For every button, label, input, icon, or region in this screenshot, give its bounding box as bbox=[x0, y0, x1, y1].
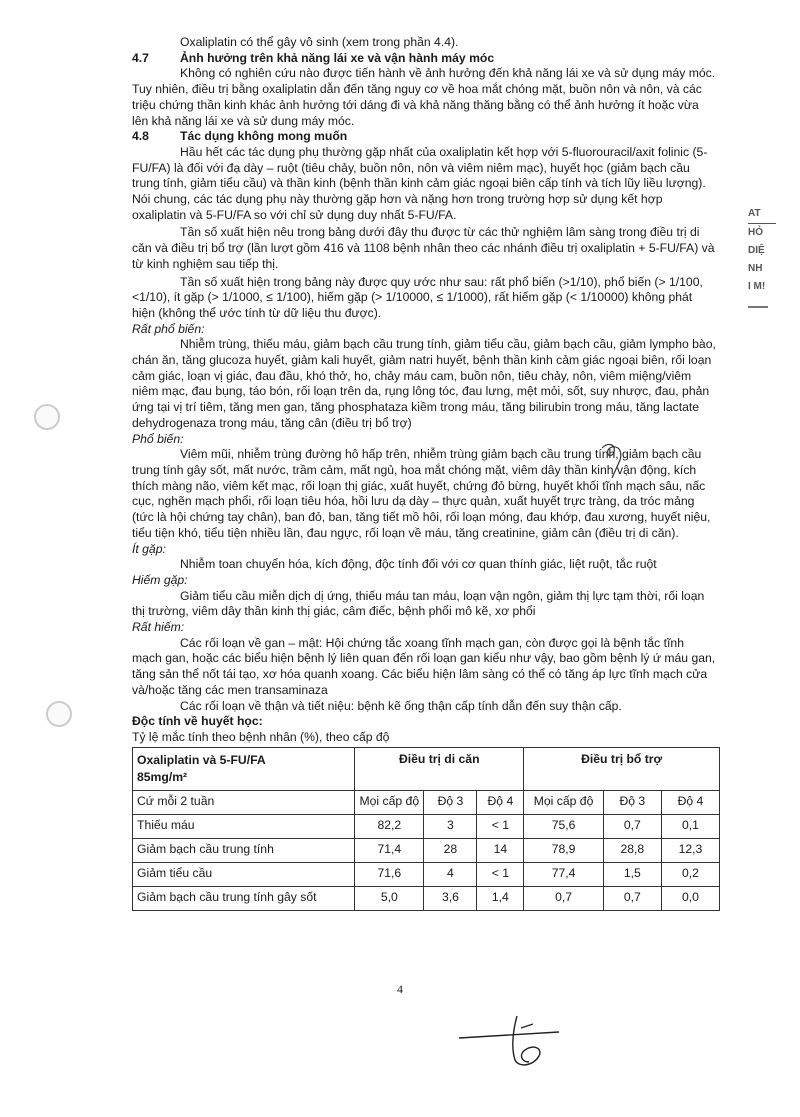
table-cell: 1,5 bbox=[603, 862, 661, 886]
common-list: Viêm mũi, nhiễm trùng đường hô hấp trên, nhiễm trùng giảm bạch cầu trung tính, giảm bạch cầu trung tính gây sốt, mất nước, trầm cảm, mất ngủ, hoa mắt chóng mặt, viêm dây thần kinh vận động, kích thích màng não, viêm kết mạc, rối loạn thị giác, xuất huyết, chứng đỏ bừng, huyết khối tĩnh mạch sâu, nấc cục, nghẽn mạch phổi, rối loạn tiêu hóa, hồi lưu dạ dày – thực quản, xuất huyết trực tràng, da tróc mảng (tức là hội chứng tay chân), ban đỏ, ban, tăng tiết mồ hôi, rối loạn móng, đau khớp, đau xương, huyết niệu, tiểu tiện khó, tiểu tiện nhiều lần, đau ngực, rối loạn về máu, tăng creatinine, giảm cân (điều trị di căn). bbox=[132, 447, 711, 540]
table-cell: 3 bbox=[424, 814, 477, 838]
common-label: Phổ biến: bbox=[132, 431, 184, 446]
fertility-note: Oxaliplatin có thể gây vô sinh (xem trong phần 4.4). bbox=[180, 35, 459, 49]
very-common-list: Nhiễm trùng, thiếu máu, giảm bạch cầu trung tính, giảm tiểu cầu, giảm bạch cầu, giảm lympho bào, chán ăn, tăng glucoza huyết, giảm kali huyết, giảm natri huyết, bệnh thần kinh cảm giác ngoại biên, rối loạn cảm giác, loạn vị giác, đau đầu, khó thở, ho, chảy máu cam, buồn nôn, tiêu chảy, nôn, viêm miệng/viêm niêm mạc, đau bụng, táo bón, rối loạn trên da, rụng lông tóc, đau lưng, mệt mỏi, sốt, suy nhược, đau, phản ứng tại vị trí tiêm, tăng men gan, tăng phosphataza kiềm trong máu, tăng bilirubin trong máu, tăng lactate dehydrogenaza trong máu, tăng cân (điều trị bổ trợ) bbox=[132, 337, 716, 430]
metastatic-header: Điều trị di căn bbox=[355, 747, 524, 790]
table-cell: 3,6 bbox=[424, 886, 477, 910]
table-cell: 0,0 bbox=[661, 886, 719, 910]
very-common-label: Rất phổ biến: bbox=[132, 321, 205, 336]
section-title: Ảnh hưởng trên khả năng lái xe và vận hành máy móc bbox=[180, 50, 495, 65]
section-number: 4.8 bbox=[132, 129, 149, 144]
table-cell: 1,4 bbox=[477, 886, 524, 910]
page-number: 4 bbox=[397, 982, 403, 996]
adjuvant-header: Điều trị bổ trợ bbox=[524, 747, 720, 790]
frequency-source-paragraph: Tần số xuất hiện nêu trong bảng dưới đây thu được từ các thử nghiệm lâm sàng trong điều trị di căn và điều trị bổ trợ (lần lượt gồm 416 và 1108 bệnh nhân theo các nhánh điều trị oxaliplatin + 5-FU/FA) và từ kinh nghiệm sau tiếp thị. bbox=[132, 225, 715, 271]
table-cell: < 1 bbox=[477, 862, 524, 886]
table-cell: 14 bbox=[477, 838, 524, 862]
table-cell: 12,3 bbox=[661, 838, 719, 862]
very-rare-label: Rất hiếm: bbox=[132, 620, 185, 635]
table-row bbox=[133, 814, 720, 838]
table-cell: 78,9 bbox=[524, 838, 603, 862]
row-label: Giảm bạch cầu trung tính bbox=[133, 838, 355, 862]
table-cell: 0,7 bbox=[603, 886, 661, 910]
row-label: Giảm bạch cầu trung tính gây sốt bbox=[133, 886, 355, 910]
table-cell: 28 bbox=[424, 838, 477, 862]
grade-header: Mọi cấp độ bbox=[524, 790, 603, 814]
table-row bbox=[133, 838, 720, 862]
table-cell: 5,0 bbox=[355, 886, 424, 910]
signature-icon bbox=[455, 1010, 565, 1070]
table-cell: < 1 bbox=[477, 814, 524, 838]
hematology-heading: Độc tính về huyết học: bbox=[132, 714, 263, 729]
table-row bbox=[133, 790, 720, 814]
driving-paragraph: Không có nghiên cứu nào được tiến hành về ảnh hưởng đến khả năng lái xe và sử dụng máy móc. Tuy nhiên, điều trị bằng oxaliplatin dẫn đến tăng nguy cơ về hoa mắt chóng mặt, buồn nôn và nôn, và các triệu chứng thần kinh khác ảnh hưởng tới dáng đi và khả năng thăng bằng có thể ảnh hưởng ít hoặc vừa lên khả năng lái xe và sử dung máy móc. bbox=[132, 66, 716, 128]
uncommon-label: Ít gặp: bbox=[132, 541, 166, 556]
grade-header: Độ 4 bbox=[477, 790, 524, 814]
section-4-8-heading bbox=[132, 129, 717, 145]
table-cell: 77,4 bbox=[524, 862, 603, 886]
uncommon-list: Nhiễm toan chuyển hóa, kích động, độc tính đối với cơ quan thính giác, liệt ruột, tắc ruột bbox=[180, 557, 657, 572]
table-cell: 0,1 bbox=[661, 814, 719, 838]
table-cell: 0,2 bbox=[661, 862, 719, 886]
very-rare-renal: Các rối loạn về thận và tiết niệu: bệnh kẽ ống thận cấp tính dẫn đến suy thận cấp. bbox=[180, 698, 622, 713]
section-title: Tác dụng không mong muốn bbox=[180, 129, 348, 144]
rare-label: Hiếm gặp: bbox=[132, 572, 188, 587]
table-cell: 82,2 bbox=[355, 814, 424, 838]
table-row bbox=[133, 886, 720, 910]
table-header-row bbox=[133, 747, 720, 790]
hematology-table bbox=[132, 747, 720, 911]
table-cell: 75,6 bbox=[524, 814, 603, 838]
review-mark-icon bbox=[598, 440, 634, 480]
hematology-subtitle: Tỷ lệ mắc tính theo bệnh nhân (%), theo cấp độ bbox=[132, 729, 390, 744]
punch-hole bbox=[34, 404, 60, 430]
adverse-intro-paragraph: Hầu hết các tác dụng phụ thường gặp nhất của oxaliplatin kết hợp với 5-fluorouracil/axit folinic (5-FU/FA) là đối với đạ dày – ruột (tiêu chảy, buồn nôn, nôn và viêm niêm mạc), huyết học (giảm bạch cầu trung tính, giảm tiểu cầu) và thần kinh (bệnh thần kinh cảm giác ngoại biên cấp tính và tích lũy liều lượng). Nói chung, các tác dụng phụ này thường gặp hơn và nặng hơn trong trường hợp sử dụng kết hợp oxaliplatin và 5-FU/FA so với chỉ sử dụng duy nhất 5-FU/FA. bbox=[132, 144, 708, 222]
frequency-convention-paragraph: Tần số xuất hiện trong bảng này được quy ước như sau: rất phổ biến (>1/10), phổ biến (> 1/100, <1/10), ít gặp (> 1/1000, ≤ 1/100), hiếm gặp (> 1/10000, ≤ 1/1000), rất hiếm gặp (< 1/10000) không phát hiện (không thể ước tính từ dữ liệu thu được). bbox=[132, 274, 703, 320]
very-rare-hepatic: Các rối loạn về gan – mật: Hội chứng tắc xoang tĩnh mạch gan, còn được gọi là bệnh tắc tĩnh mạch gan, hoặc các biểu hiện bệnh lý liên quan đến rối loạn gan kiểu như vậy, bao gồm bệnh lý ứ máu gan, tăng sản thể nốt tái tạo, xơ hóa quanh xoang. Các biểu hiện lâm sàng có thể có tăng áp lực tĩnh mạch cửa và/hoặc tăng các men transaminaza bbox=[132, 635, 716, 697]
grade-header: Độ 3 bbox=[424, 790, 477, 814]
table-cell: 0,7 bbox=[524, 886, 603, 910]
schedule-cell: Cứ mỗi 2 tuần bbox=[133, 790, 355, 814]
table-cell: 0,7 bbox=[603, 814, 661, 838]
table-cell: 71,4 bbox=[355, 838, 424, 862]
edge-stamp-fragment: AT HỎ DIỆ NH I M! bbox=[748, 205, 800, 308]
table-cell: 71,6 bbox=[355, 862, 424, 886]
grade-header: Mọi cấp độ bbox=[355, 790, 424, 814]
section-number: 4.7 bbox=[132, 50, 149, 65]
table-cell: 28,8 bbox=[603, 838, 661, 862]
grade-header: Độ 4 bbox=[661, 790, 719, 814]
row-label: Giảm tiểu cầu bbox=[133, 862, 355, 886]
drug-regimen-cell: Oxaliplatin và 5-FU/FA 85mg/m² bbox=[133, 747, 355, 790]
grade-header: Độ 3 bbox=[603, 790, 661, 814]
table-row bbox=[133, 862, 720, 886]
table-cell: 4 bbox=[424, 862, 477, 886]
row-label: Thiếu máu bbox=[133, 814, 355, 838]
punch-hole bbox=[46, 701, 72, 727]
section-4-7-heading bbox=[132, 51, 717, 67]
rare-list: Giảm tiểu cầu miễn dịch dị ứng, thiếu máu tan máu, loạn vận ngôn, giảm thị lực tạm thời, rối loạn thị trường, viêm dây thần kinh thị giác, câm điếc, bệnh phổi mô kẽ, xơ phổi bbox=[132, 588, 705, 619]
